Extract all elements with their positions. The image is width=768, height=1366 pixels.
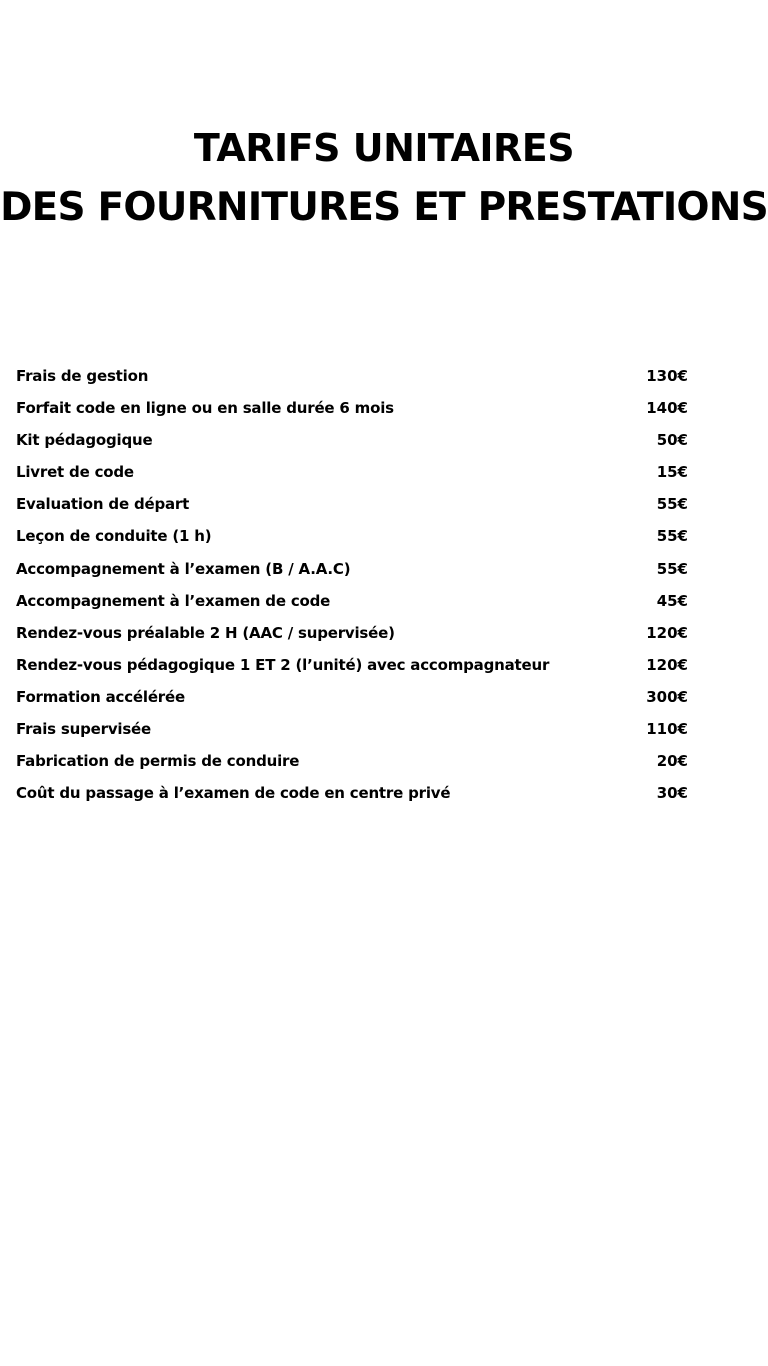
price-row [16, 426, 716, 458]
item-label: Frais de gestion [16, 367, 149, 385]
price-row [16, 683, 716, 715]
price-row [16, 394, 716, 426]
item-price: 20€ [656, 752, 688, 771]
item-label: Rendez-vous pédagogique 1 ET 2 (l’unité) avec accompagnateur [16, 655, 550, 674]
item-label: Fabrication de permis de conduire [16, 752, 300, 771]
item-price: 55€ [656, 495, 688, 514]
item-label: Accompagnement à l’examen (B / A.A.C) [16, 559, 351, 578]
item-price: 15€ [656, 463, 688, 482]
price-row [16, 555, 716, 587]
item-label: Accompagnement à l’examen de code [16, 591, 331, 610]
item-label: Livret de code [16, 463, 134, 482]
price-list [16, 362, 716, 811]
item-price: 300€ [646, 687, 688, 706]
price-row [16, 362, 716, 394]
price-row [16, 619, 716, 651]
item-label: Coût du passage à l’examen de code en centre privé [16, 784, 451, 803]
item-label: Rendez-vous préalable 2 H (AAC / supervisée) [16, 623, 395, 642]
price-row [16, 458, 716, 490]
item-price: 110€ [646, 720, 688, 739]
item-label: Formation accélérée [16, 687, 185, 706]
price-row [16, 715, 716, 747]
item-label: Evaluation de départ [16, 495, 190, 514]
price-row [16, 779, 716, 811]
price-row [16, 522, 716, 554]
item-price: 55€ [656, 527, 688, 546]
item-price: 45€ [656, 591, 688, 610]
price-row [16, 651, 716, 683]
item-price: 30€ [656, 784, 688, 803]
item-price: 130€ [646, 367, 688, 385]
item-label: Forfait code en ligne ou en salle durée 6 mois [16, 399, 394, 418]
price-row [16, 587, 716, 619]
item-price: 120€ [646, 623, 688, 642]
item-price: 140€ [646, 399, 688, 418]
item-label: Kit pédagogique [16, 431, 153, 450]
item-price: 50€ [656, 431, 688, 450]
item-price: 55€ [656, 559, 688, 578]
title-line-2: DES FOURNITURES ET PRESTATIONS [0, 185, 768, 230]
item-label: Frais supervisée [16, 720, 152, 739]
price-row [16, 490, 716, 522]
title-line-1: TARIFS UNITAIRES [193, 126, 575, 170]
page-title [0, 118, 768, 238]
item-label: Leçon de conduite (1 h) [16, 527, 212, 546]
item-price: 120€ [646, 655, 688, 674]
price-row [16, 747, 716, 779]
